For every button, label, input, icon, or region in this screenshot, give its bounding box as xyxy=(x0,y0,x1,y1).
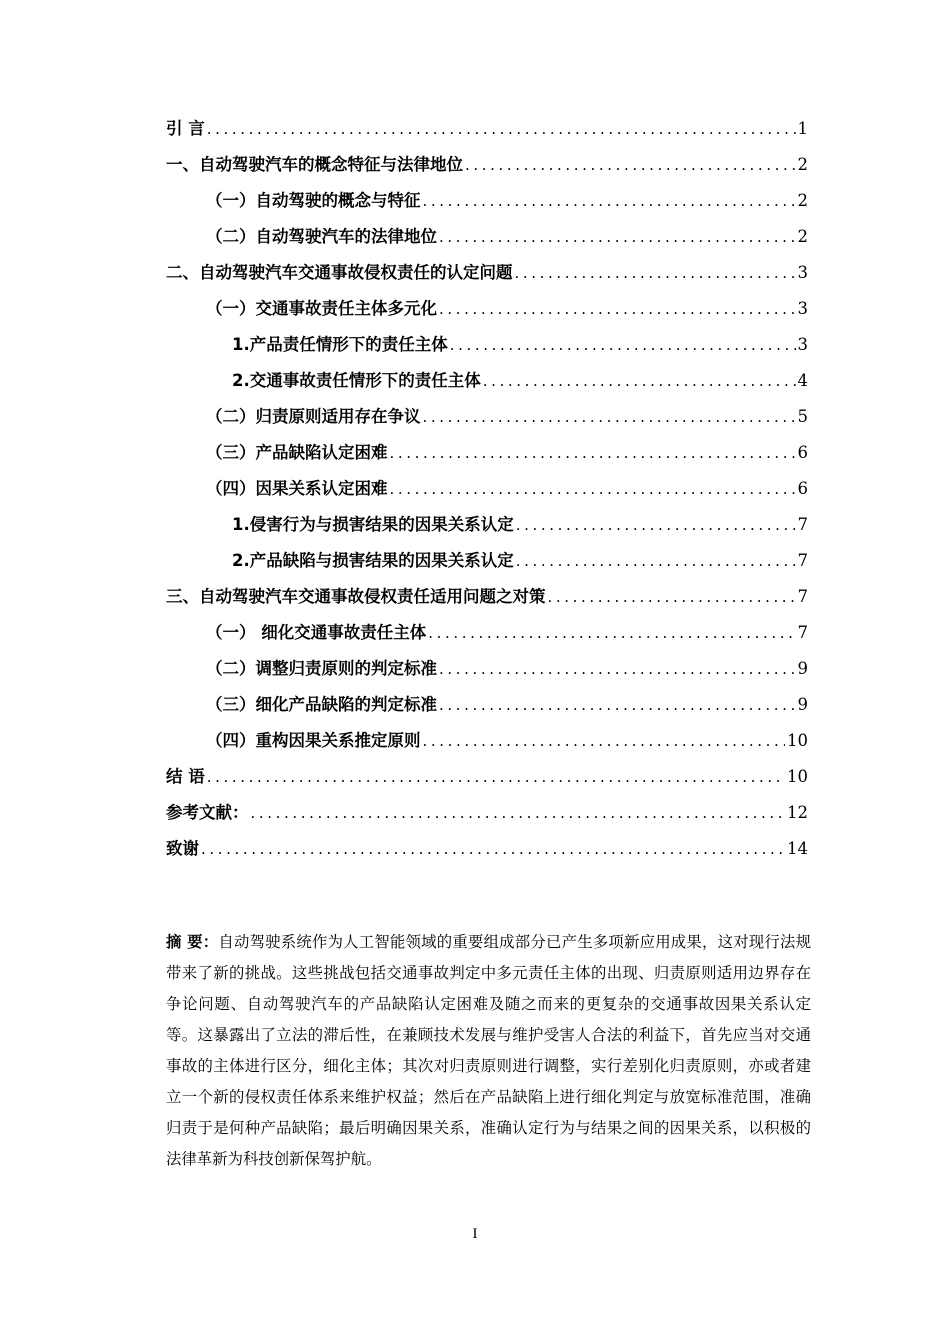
toc-entry[interactable] xyxy=(166,543,808,579)
toc-entry-title: 致谢 xyxy=(166,839,199,858)
toc-entry[interactable] xyxy=(166,507,808,543)
toc-entry-title: （三）细化产品缺陷的判定标准 xyxy=(206,695,437,714)
toc-entry-page: 4 xyxy=(797,371,808,390)
toc-entry-title: 结 语 xyxy=(166,767,205,786)
toc-entry-page: 3 xyxy=(797,335,808,354)
toc-entry-page: 3 xyxy=(797,299,808,318)
toc-leader-dots xyxy=(439,687,796,723)
toc-entry[interactable] xyxy=(166,327,808,363)
toc-leader-dots xyxy=(515,255,796,291)
toc-leader-dots xyxy=(390,435,796,471)
toc-entry-title: （三）产品缺陷认定困难 xyxy=(206,443,388,462)
toc-entry[interactable] xyxy=(166,831,808,867)
toc-leader-dots xyxy=(439,291,796,327)
toc-entry-title: 1.侵害行为与损害结果的因果关系认定 xyxy=(232,515,514,534)
toc-entry-title: 2.交通事故责任情形下的责任主体 xyxy=(232,371,481,390)
toc-entry[interactable] xyxy=(166,255,808,291)
toc-entry-title: （一）自动驾驶的概念与特征 xyxy=(206,191,421,210)
toc-leader-dots xyxy=(439,651,796,687)
toc-entry-title: 1.产品责任情形下的责任主体 xyxy=(232,335,448,354)
toc-entry-page: 1 xyxy=(797,119,808,138)
toc-entry[interactable] xyxy=(166,759,808,795)
toc-entry-page: 2 xyxy=(797,155,808,174)
toc-entry-title: 2.产品缺陷与损害结果的因果关系认定 xyxy=(232,551,514,570)
table-of-contents xyxy=(166,111,808,867)
toc-leader-dots xyxy=(423,723,786,759)
toc-leader-dots xyxy=(251,795,786,831)
toc-leader-dots xyxy=(423,399,796,435)
toc-leader-dots xyxy=(450,327,796,363)
toc-entry-page: 9 xyxy=(797,695,808,714)
toc-entry-title: （一）交通事故责任主体多元化 xyxy=(206,299,437,318)
toc-entry-page: 6 xyxy=(797,443,808,462)
toc-entry-page: 7 xyxy=(797,515,808,534)
toc-leader-dots xyxy=(201,831,785,867)
toc-entry-title: （一） 细化交通事故责任主体 xyxy=(206,623,427,642)
toc-leader-dots xyxy=(516,543,796,579)
toc-leader-dots xyxy=(428,615,795,651)
toc-entry-page: 2 xyxy=(797,191,808,210)
toc-entry-title: （二）自动驾驶汽车的法律地位 xyxy=(206,227,437,246)
toc-entry[interactable] xyxy=(166,615,808,651)
toc-leader-dots xyxy=(423,183,796,219)
toc-entry-page: 6 xyxy=(797,479,808,498)
page-number: I xyxy=(472,1226,478,1242)
toc-entry-title: 引 言 xyxy=(166,119,205,138)
toc-entry[interactable] xyxy=(166,219,808,255)
toc-entry[interactable] xyxy=(166,183,808,219)
toc-entry-title: （四）因果关系认定困难 xyxy=(206,479,388,498)
abstract xyxy=(166,927,811,1175)
toc-leader-dots xyxy=(390,471,796,507)
abstract-text: 自动驾驶系统作为人工智能领域的重要组成部分已产生多项新应用成果，这对现行法规带来了新的挑战。这些挑战包括交通事故判定中多元责任主体的出现、归责原则适用边界存在争论问题、自动驾驶汽车的产品缺陷认定困难及随之而来的更复杂的交通事故因果关系认定等。这暴露出了立法的滞后性，在兼顾技术发展与维护受害人合法的利益下，首先应当对交通事故的主体进行区分，细化主体；其次对归责原则进行调整，实行差别化归责原则，亦或者建立一个新的侵权责任体系来维护权益；然后在产品缺陷上进行细化判定与放宽标准范围，准确归责于是何种产品缺陷；最后明确因果关系，准确认定行为与结果之间的因果关系，以积极的法律革新为科技创新保驾护航。 xyxy=(166,933,811,1168)
toc-entry-page: 10 xyxy=(787,731,808,750)
toc-entry-page: 5 xyxy=(797,407,808,426)
toc-entry-title: 三、自动驾驶汽车交通事故侵权责任适用问题之对策 xyxy=(166,587,546,606)
toc-entry-page: 7 xyxy=(797,623,808,642)
toc-leader-dots xyxy=(516,507,796,543)
toc-entry-title: 一、自动驾驶汽车的概念特征与法律地位 xyxy=(166,155,463,174)
toc-entry-title: 参考文献： xyxy=(166,803,249,822)
toc-entry[interactable] xyxy=(166,795,808,831)
toc-entry-page: 2 xyxy=(797,227,808,246)
toc-entry[interactable] xyxy=(166,471,808,507)
toc-entry[interactable] xyxy=(166,291,808,327)
toc-entry-title: （四）重构因果关系推定原则 xyxy=(206,731,421,750)
toc-entry[interactable] xyxy=(166,399,808,435)
toc-entry[interactable] xyxy=(166,147,808,183)
toc-leader-dots xyxy=(207,759,785,795)
toc-leader-dots xyxy=(465,147,796,183)
toc-leader-dots xyxy=(207,111,796,147)
toc-entry-title: 二、自动驾驶汽车交通事故侵权责任的认定问题 xyxy=(166,263,513,282)
toc-entry-page: 9 xyxy=(797,659,808,678)
toc-leader-dots xyxy=(483,363,796,399)
toc-leader-dots xyxy=(548,579,796,615)
toc-entry-title: （二）调整归责原则的判定标准 xyxy=(206,659,437,678)
toc-entry[interactable] xyxy=(166,687,808,723)
toc-entry[interactable] xyxy=(166,651,808,687)
toc-entry-page: 3 xyxy=(797,263,808,282)
toc-entry-page: 7 xyxy=(797,587,808,606)
toc-entry[interactable] xyxy=(166,435,808,471)
toc-entry-page: 14 xyxy=(787,839,808,858)
toc-entry[interactable] xyxy=(166,723,808,759)
abstract-label: 摘 要： xyxy=(166,933,219,951)
toc-entry-page: 7 xyxy=(797,551,808,570)
toc-entry-page: 12 xyxy=(787,803,808,822)
toc-entry[interactable] xyxy=(166,363,808,399)
toc-entry-page: 10 xyxy=(787,767,808,786)
toc-entry[interactable] xyxy=(166,579,808,615)
toc-entry[interactable] xyxy=(166,111,808,147)
toc-leader-dots xyxy=(439,219,796,255)
toc-entry-title: （二）归责原则适用存在争议 xyxy=(206,407,421,426)
